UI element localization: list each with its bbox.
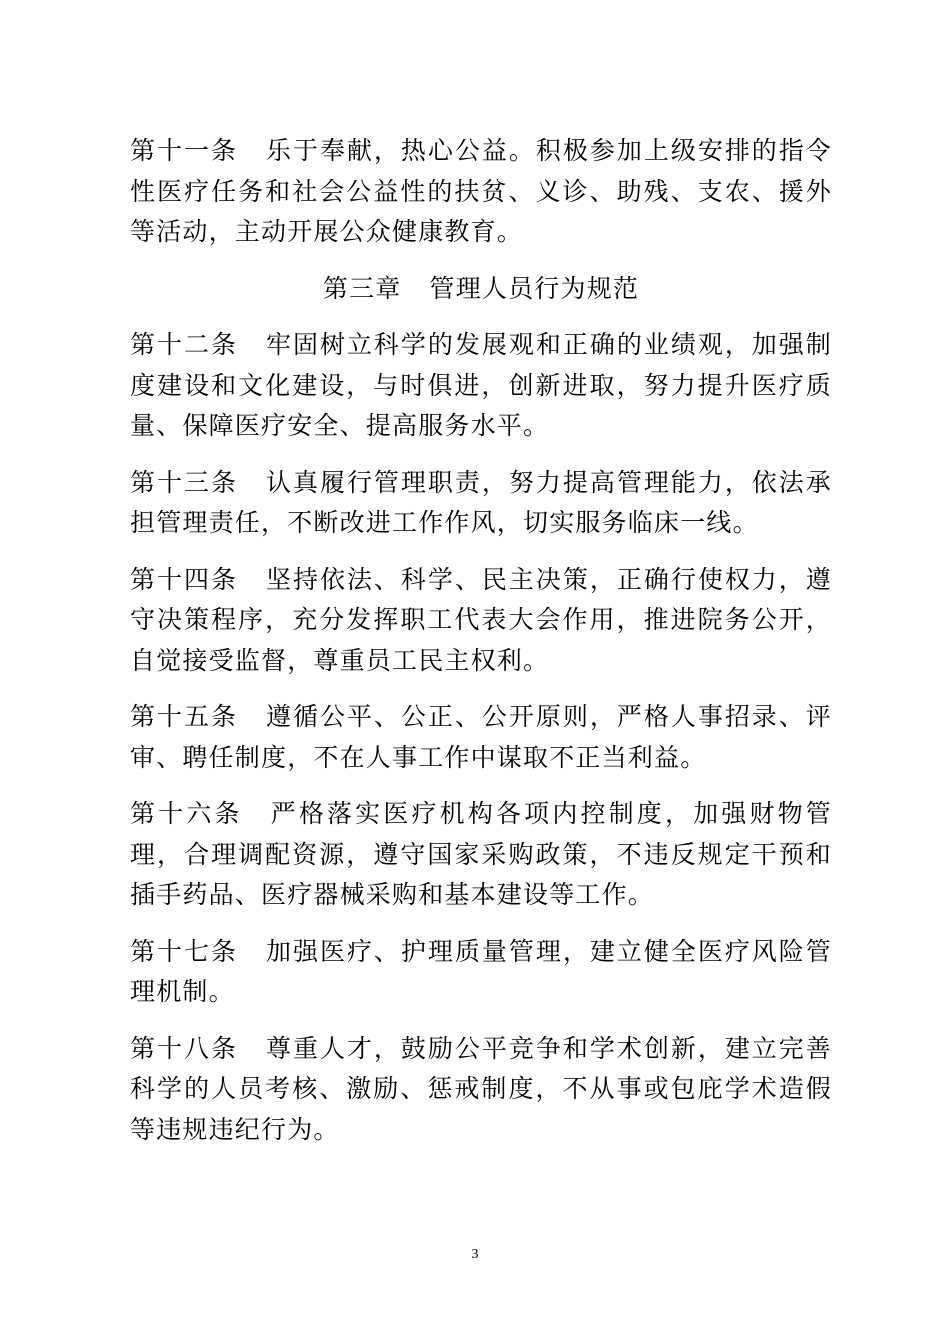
page-number: 3 (471, 1247, 479, 1262)
article-number: 第十二条 (130, 330, 238, 359)
article-text: 遵循公平、公正、公开原则，严格人事招录、评审、聘任制度，不在人事工作中谋取不正当利益。 (130, 702, 832, 772)
article-number: 第十六条 (130, 799, 243, 828)
article-number: 第十五条 (130, 702, 238, 731)
article-number: 第十三条 (130, 467, 238, 497)
document-body (130, 131, 832, 1166)
article-18 (130, 1029, 832, 1151)
article-number: 第十七条 (130, 936, 238, 966)
article-11 (130, 131, 832, 253)
article-text: 尊重人才，鼓励公平竞争和学术创新，建立完善科学的人员考核、激励、惩戒制度，不从事或包庇学术造假等违规违纪行为。 (130, 1033, 832, 1144)
article-text: 加强医疗、护理质量管理，建立健全医疗风险管理机制。 (130, 936, 832, 1006)
article-16 (130, 794, 832, 916)
article-14 (130, 560, 832, 682)
chapter-title: 管理人员行为规范 (429, 273, 640, 303)
article-text: 坚持依法、科学、民主决策，正确行使权力，遵守决策程序，充分发挥职工代表大会作用，推进院务公开，自觉接受监督，尊重员工民主权利。 (130, 564, 832, 675)
article-number: 第十一条 (130, 136, 238, 165)
article-15 (130, 697, 832, 778)
article-text: 乐于奉献，热心公益。积极参加上级安排的指令性医疗任务和社会公益性的扶贫、义诊、助残、支农、援外等活动，主动开展公众健康教育。 (130, 136, 832, 246)
article-text: 严格落实医疗机构各项内控制度，加强财物管理，合理调配资源，遵守国家采购政策，不违反规定干预和插手药品、医疗器械采购和基本建设等工作。 (130, 799, 832, 909)
article-text: 认真履行管理职责，努力提高管理能力，依法承担管理责任，不断改进工作作风，切实服务临床一线。 (130, 467, 832, 537)
chapter-heading (130, 269, 832, 310)
article-number: 第十四条 (130, 564, 238, 594)
article-number: 第十八条 (130, 1033, 238, 1063)
article-12 (130, 325, 832, 447)
article-17 (130, 932, 832, 1013)
chapter-number: 第三章 (322, 273, 402, 303)
article-13 (130, 463, 832, 544)
article-text: 牢固树立科学的发展观和正确的业绩观，加强制度建设和文化建设，与时俱进，创新进取，努力提升医疗质量、保障医疗安全、提高服务水平。 (130, 330, 832, 440)
